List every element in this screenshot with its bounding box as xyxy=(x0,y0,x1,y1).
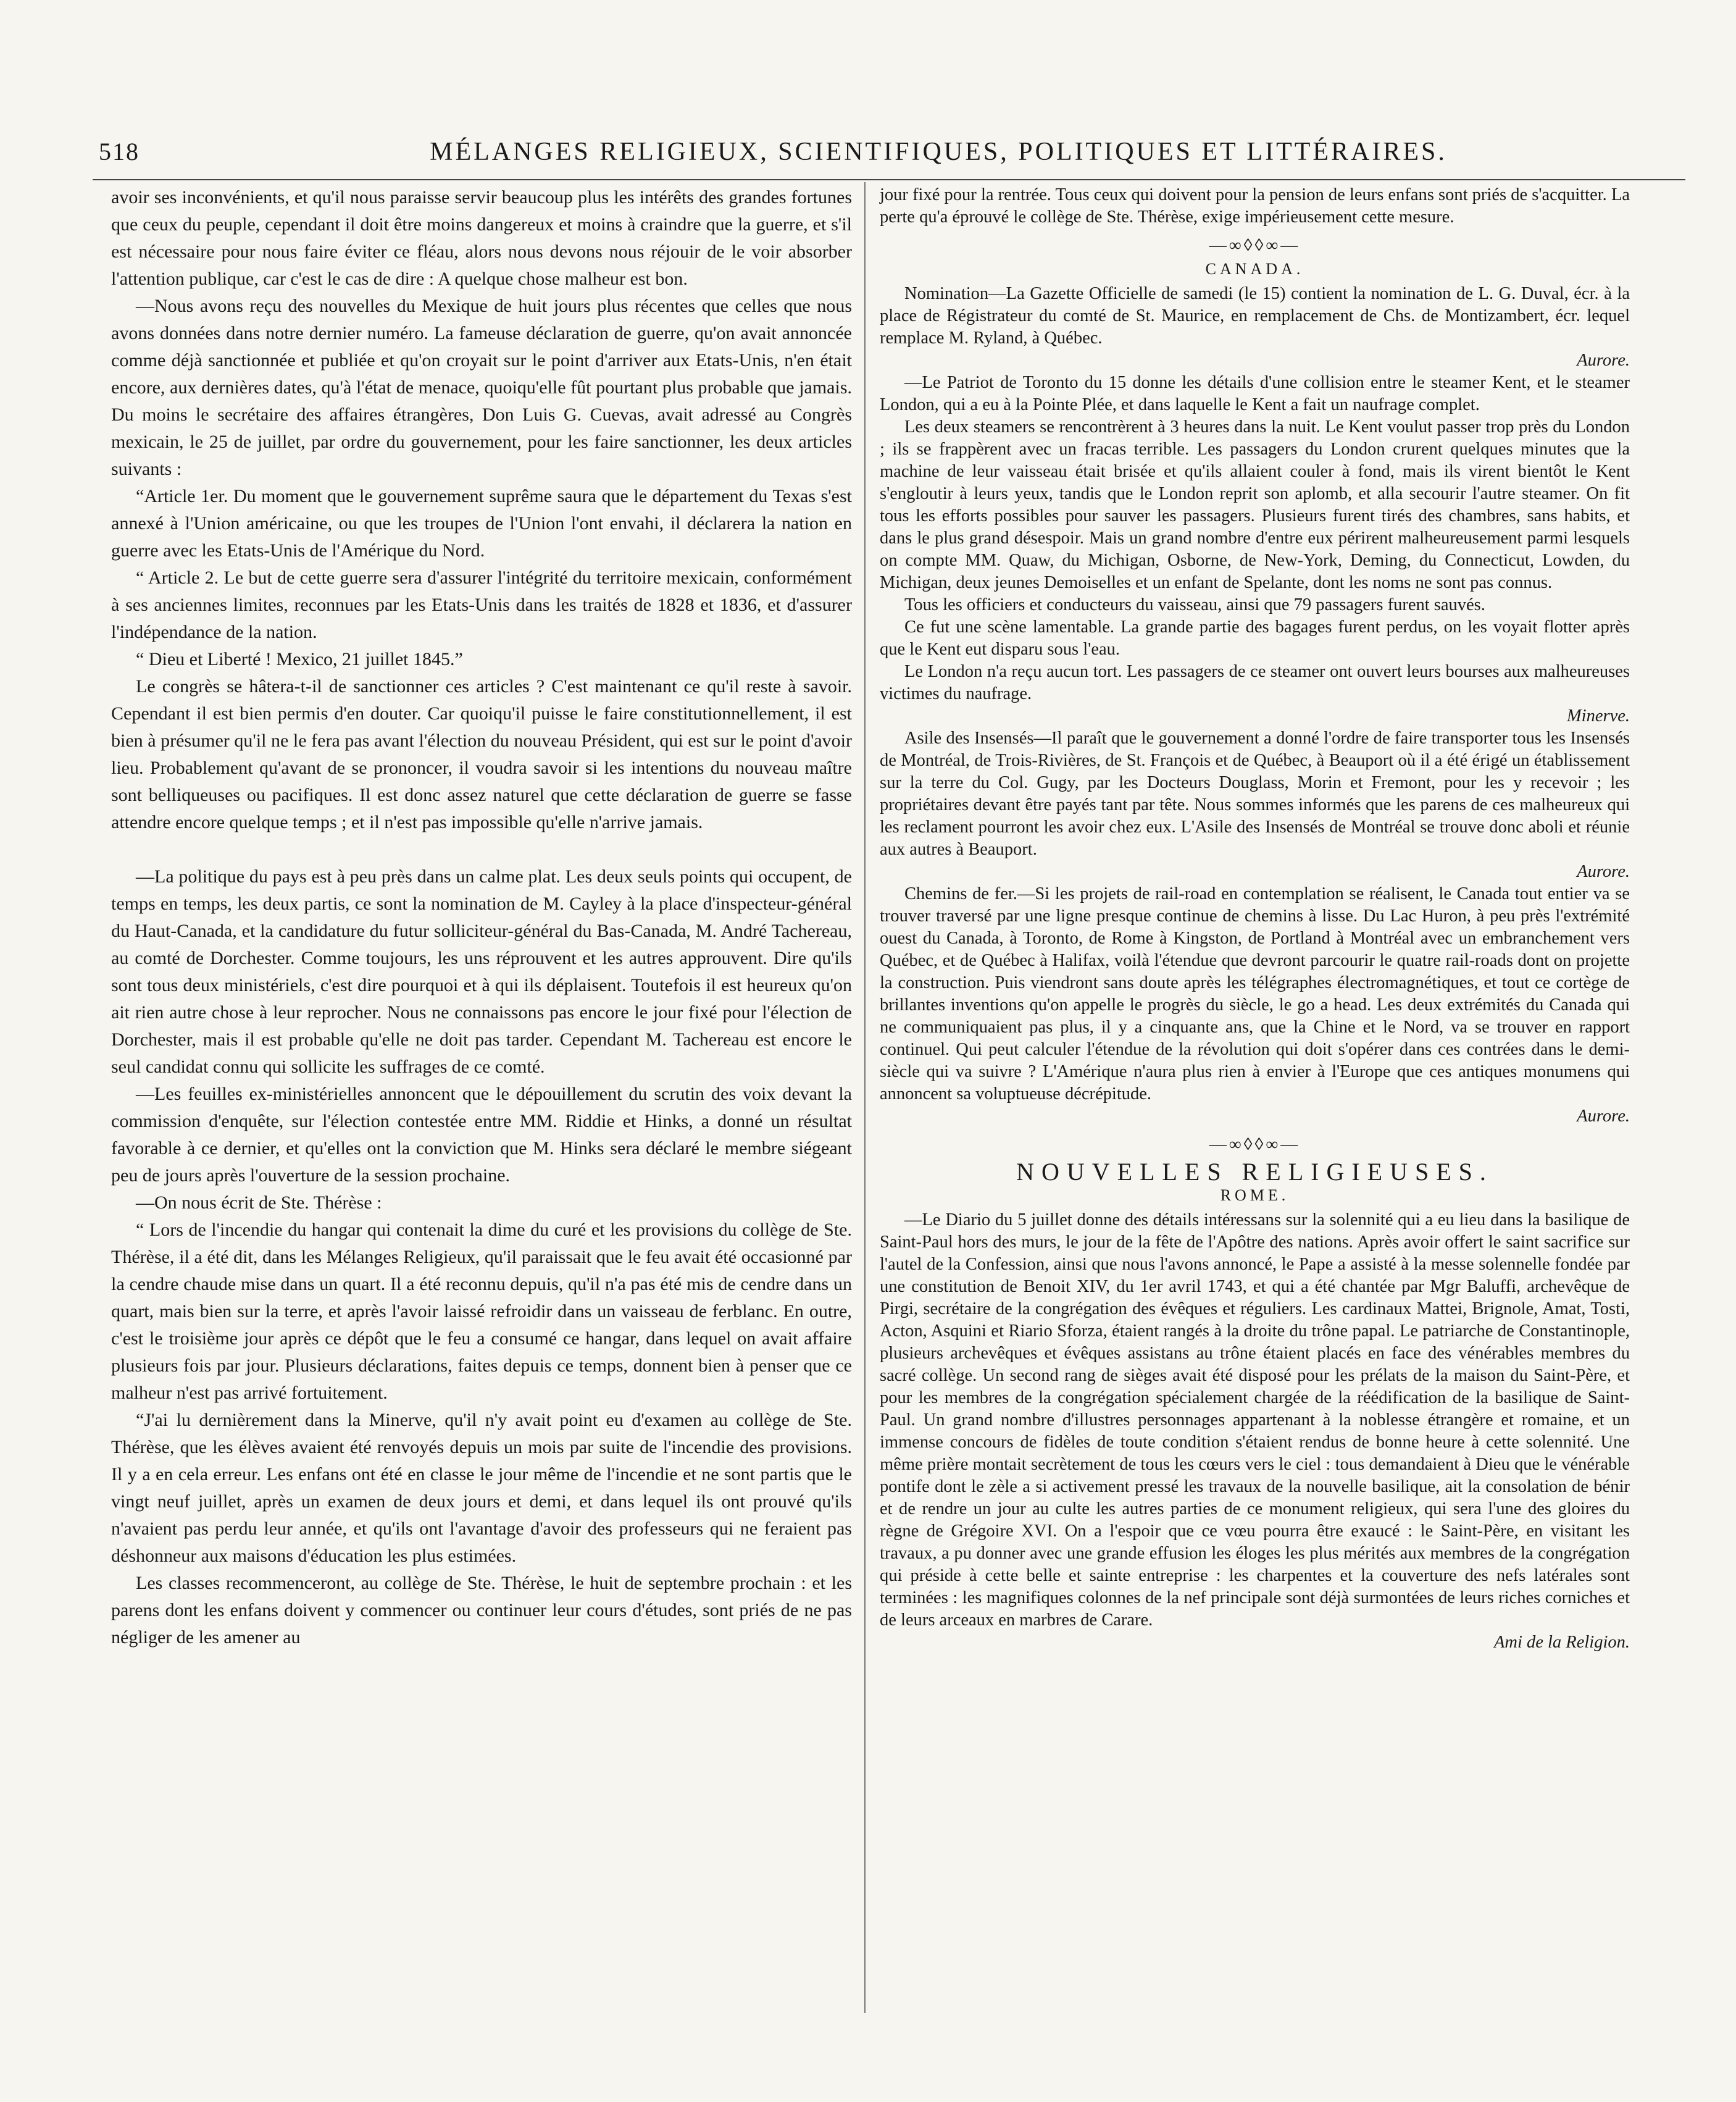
paragraph: Chemins de fer.—Si les projets de rail-road en contemplation se réalisent, le Canada tout entier va se trouver traversé par une ligne presque continue de chemins à lisse. Du Lac Huron, à peu près l'extrémité ouest du Canada, à Toronto, de Rome à Kingston, de Portland à Montréal avec un embranchement vers Québec, et de Québec à Halifax, voilà l'étendue que devront parcourir le quatre rail-roads dont on projette la construction. Puis viendront sans doute après les télégraphes électromagnétiques, et tout ce cortège de brillantes inventions qu'on appelle le progrès du siècle, le go a head. Les deux extrémités du Canada qui ne communiquaient pas plus, il y a cinquante ans, que la Chine et le Nord, va se trouver en rapport continuel. Qui peut calculer l'étendue de la révolution qui doit s'opérer dans ces contrées dans le demi-siècle qui va suivre ? L'Amérique n'aura plus rien à envier à l'Europe que ces antiques monumens qui annoncent sa voluptueuse décrépitude. xyxy=(880,884,1630,1103)
source-signature: Aurore. xyxy=(1577,351,1630,370)
paragraph: —Nous avons reçu des nouvelles du Mexique de huit jours plus récentes que celles que nous avons données dans notre dernier numéro. La fameuse déclaration de guerre, qu'on avait annoncée comme déjà sanctionnée et publiée et qu'on croyait sur le point d'arriver aux Etats-Unis, n'en était encore, aux dernières dates, qu'à l'état de menace, quoiqu'elle fût pourtant plus probable que jamais. Du moins le secrétaire des affaires étrangères, Don Luis G. Cuevas, avait adressé au Congrès mexicain, le 25 de juillet, par ordre du gouvernement, pour les faire sanctionner, les deux articles suivants : xyxy=(111,296,852,479)
paragraph: Asile des Insensés—Il paraît que le gouvernement a donné l'ordre de faire transporter tous les Insensés de Montréal, de Trois-Rivières, de St. François et de Québec, à Beauport où il a été érigé un établissement sur la terre du Col. Gugy, par les Docteurs Douglass, Morin et Fremont, pour les y recevoir ; les propriétaires devant être payés tant par tête. Nous sommes informés que les parens de ces malheureux qui les reclament pourront les avoir chez eux. L'Asile des Insensés de Montréal se trouve donc aboli et réunie aux autres à Beauport. xyxy=(880,729,1630,859)
paragraph: avoir ses inconvénients, et qu'il nous paraisse servir beaucoup plus les intérêts des grandes fortunes que ceux du peuple, cependant il doit être moins dangereux et moins à craindre que la guerre, et s'il est nécessaire pour nous faire éviter ce fléau, alors nous devons nous réjouir de le voir absorber l'attention publique, car c'est le cas de dire : A quelque chose malheur est bon. xyxy=(111,187,852,289)
paragraph: —Les feuilles ex-ministérielles annoncent que le dépouillement du scrutin des voix devant la commission d'enquête, sur l'élection contestée entre MM. Riddie et Hinks, a donné un résultat favorable à ce dernier, et qu'elles ont la conviction que M. Hinks sera déclaré le membre siégeant peu de jours après l'ouverture de la session prochaine. xyxy=(111,1084,852,1186)
paragraph: —La politique du pays est à peu près dans un calme plat. Les deux seuls points qui occupent, de temps en temps, les deux partis, ce sont la nomination de M. Cayley à la place d'inspecteur-général du Haut-Canada, et la candidature du futur solliciteur-général du Bas-Canada, M. André Tachereau, au comté de Dorchester. Comme toujours, les uns réprouvent et les autres approuvent. Dire qu'ils sont tous deux ministériels, c'est dire pourquoi et à qui ils déplaisent. Toutefois il est heureux qu'on ait rien autre chose à leur reprocher. Nous ne connaissons pas encore le jour fixé pour l'élection de Dorchester, mais il est probable qu'elle ne doit pas tarder. Cependant M. Tachereau est encore le seul candidat connu qui sollicite les suffrages de ce comté. xyxy=(111,866,852,1077)
paragraph: Le London n'a reçu aucun tort. Les passagers de ce steamer ont ouvert leurs bourses aux malheureuses victimes du naufrage. xyxy=(880,662,1630,703)
header-rule xyxy=(93,179,1685,180)
column-divider xyxy=(864,182,866,2013)
page-header xyxy=(93,137,1685,174)
paragraph: —Le Diario du 5 juillet donne des détails intéressans sur la solennité qui a eu lieu dans la basilique de Saint-Paul hors des murs, le jour de la fête de l'Apôtre des nations. Après avoir offert le saint sacrifice sur l'autel de la Confession, ainsi que nous l'avons annoncé, le Pape a assisté à la messe solennelle fondée par une constitution de Benoit XIV, du 1er avril 1743, et qui a été chantée par Mgr Baluffi, archevêque de Pirgi, secrétaire de la congrégation des évêques et réguliers. Les cardinaux Mattei, Brignole, Amat, Tosti, Acton, Asquini et Riario Sforza, étaient rangés à la droite du trône papal. Le patriarche de Constantinople, plusieurs archevêques et évêques assistans au trône étaient placés en face des vénérables membres du sacré collège. Un second rang de sièges avait été disposé pour les prélats de la maison du Saint-Père, et pour les membres de la congrégation spécialement chargée de la réédification de la basilique de Saint-Paul. Un grand nombre d'illustres personnages appartenant à la noblesse étrangère et romaine, et un immense concours de fidèles de toute condition s'étaient rendus de bonne heure à cette solennité. Une même prière montait secrètement de tous les cœurs vers le ciel : tous demandaient à Dieu que le vénérable pontife dont le zèle a si activement pressé les travaux de la nouvelle basilique, ait la consolation de bénir et de rendre un jour au culte les autres parties de ce monument religieux, qui sera l'une des gloires du règne de Grégoire XVI. On a l'espoir que ce vœu pourra être exaucé : le Saint-Père, en visitant les travaux, a pu donner avec une grande effusion les éloges les plus mérités aux membres de la congrégation qui préside à cette belle et sainte entreprise : les charpentes et la couverture des nefs latérales sont terminées : les magnifiques colonnes de la nef principale sont déjà surmontées de leurs riches corniches et de leurs arceaux en marbres de Carare. xyxy=(880,1210,1630,1630)
section-heading-nouvelles-religieuses: NOUVELLES RELIGIEUSES. xyxy=(1016,1158,1493,1186)
paragraph: Les classes recommenceront, au collège de Ste. Thérèse, le huit de septembre prochain : et les parens dont les enfans doivent y commencer ou continuer leur cours d'études, sont priés de ne pas négliger de les amener au xyxy=(111,1573,852,1648)
section-heading-canada: CANADA. xyxy=(1205,260,1304,278)
paragraph: Tous les officiers et conducteurs du vaisseau, ainsi que 79 passagers furent sauvés. xyxy=(904,595,1485,614)
paragraph: Ce fut une scène lamentable. La grande partie des bagages furent perdus, on les voyait flotter après que le Kent eut disparu sous l'eau. xyxy=(880,618,1630,659)
paragraph: Le congrès se hâtera-t-il de sanctionner ces articles ? C'est maintenant ce qu'il reste à savoir. Cependant il est bien permis d'en douter. Car quoiqu'il puisse le faire constitutionnellement, il est bien à présumer qu'il ne le fera pas avant l'élection du nouveau Président, qui est sur le point d'avoir lieu. Probablement qu'avant de se prononcer, il voudra savoir si les intentions du nouveau maître sont belliqueuses ou pacifiques. Il est donc assez naturel que cette déclaration de guerre se fasse attendre encore quelque temps ; et il n'est pas impossible qu'elle n'arrive jamais. xyxy=(111,676,852,832)
running-title: MÉLANGES RELIGIEUX, SCIENTIFIQUES, POLITIQUES ET LITTÉRAIRES. xyxy=(430,138,1447,166)
source-signature: Minerve. xyxy=(1566,706,1630,726)
paragraph: —Le Patriot de Toronto du 15 donne les détails d'une collision entre le steamer Kent, et le steamer London, qui a eu à la Pointe Plée, et dans laquelle le Kent a fait un naufrage complet. xyxy=(880,373,1630,414)
section-heading-rome: ROME. xyxy=(1220,1186,1290,1204)
page-number: 518 xyxy=(99,138,140,165)
paragraph: “ Article 2. Le but de cette guerre sera d'assurer l'intégrité du territoire mexicain, conformément à ses anciennes limites, reconnues par les Etats-Unis dans les traités de 1828 et 1836, et d'assurer l'indépendance de la nation. xyxy=(111,567,852,642)
right-column xyxy=(880,184,1630,1654)
left-column xyxy=(111,184,852,1651)
spacer xyxy=(111,836,852,863)
source-signature: Aurore. xyxy=(1577,862,1630,881)
ornament-divider: —∞◊◊∞— xyxy=(1209,236,1301,255)
paragraph: “J'ai lu dernièrement dans la Minerve, qu'il n'y avait point eu d'examen au collège de Ste. Thérèse, que les élèves avaient été renvoyés depuis un mois par suite de l'incendie des provisions. Il y a en cela erreur. Les enfans ont été en classe le jour même de l'incendie et ne sont partis que le vingt neuf juillet, après un examen de deux jours et demi, et dans lequel ils ont prouvé qu'ils n'avaient pas perdu leur année, et qu'ils ont l'avantage d'avoir des professeurs qui ne feraient pas déshonneur aux maisons d'éducation les plus estimées. xyxy=(111,1410,852,1566)
paragraph: Les deux steamers se rencontrèrent à 3 heures dans la nuit. Le Kent voulut passer trop près du London ; ils se frappèrent avec un fracas terrible. Les passagers du London crurent quelques minutes que la machine de leur vaisseau était brisée et qu'ils allaient couler à fond, mais ils virent bientôt le Kent s'engloutir à leurs yeux, tandis que le London reprit son aplomb, et alla secourir l'autre steamer. On fit tous les efforts possibles pour sauver les passagers. Plusieurs furent tirés des chambres, sans habits, et dans le plus grand désespoir. Mais un grand nombre d'entre eux périrent malheureusement parmi lesquels on compte MM. Quaw, du Michigan, Osborne, de New-York, Deming, du Connecticut, Lowden, du Michigan, deux jeunes Demoiselles et un enfant de Spelante, dont les noms ne sont pas connus. xyxy=(880,417,1630,592)
paragraph: Nomination—La Gazette Officielle de samedi (le 15) contient la nomination de L. G. Duval, écr. à la place de Régistrateur du comté de St. Maurice, en remplacement de Chs. de Montizambert, écr. lequel remplace M. Ryland, à Québec. xyxy=(880,284,1630,348)
paragraph: —On nous écrit de Ste. Thérèse : xyxy=(136,1192,382,1213)
paragraph: jour fixé pour la rentrée. Tous ceux qui doivent pour la pension de leurs enfans sont priés de s'acquitter. La perte qu'a éprouvé le collège de Ste. Thérèse, exige impérieusement cette mesure. xyxy=(880,185,1630,227)
ornament-divider: —∞◊◊∞— xyxy=(1209,1135,1301,1154)
paragraph: “Article 1er. Du moment que le gouvernement suprême saura que le département du Texas s'est annexé à l'Union américaine, ou que les troupes de l'Union l'ont envahi, il déclarera la nation en guerre avec les Etats-Unis de l'Amérique du Nord. xyxy=(111,486,852,561)
source-signature: Aurore. xyxy=(1577,1107,1630,1126)
source-signature: Ami de la Religion. xyxy=(1493,1633,1630,1652)
paragraph: “ Lors de l'incendie du hangar qui contenait la dime du curé et les provisions du collège de Ste. Thérèse, il a été dit, dans les Mélanges Religieux, qu'il paraissait que le feu avait été occasionné par la cendre chaude mise dans un quart. Il a été reconnu depuis, qu'il n'a pas été mis de cendre dans un quart, mais bien sur la terre, et après l'avoir laissé refroidir dans un vaisseau de ferblanc. En outre, c'est le troisième jour après ce dépôt que le feu a consumé ce hangar, dans lequel on avait affaire plusieurs fois par jour. Plusieurs déclarations, faites depuis ce temps, donnent bien à penser que ce malheur n'est pas arrivé fortuitement. xyxy=(111,1220,852,1403)
paragraph: “ Dieu et Liberté ! Mexico, 21 juillet 1845.” xyxy=(136,649,463,669)
